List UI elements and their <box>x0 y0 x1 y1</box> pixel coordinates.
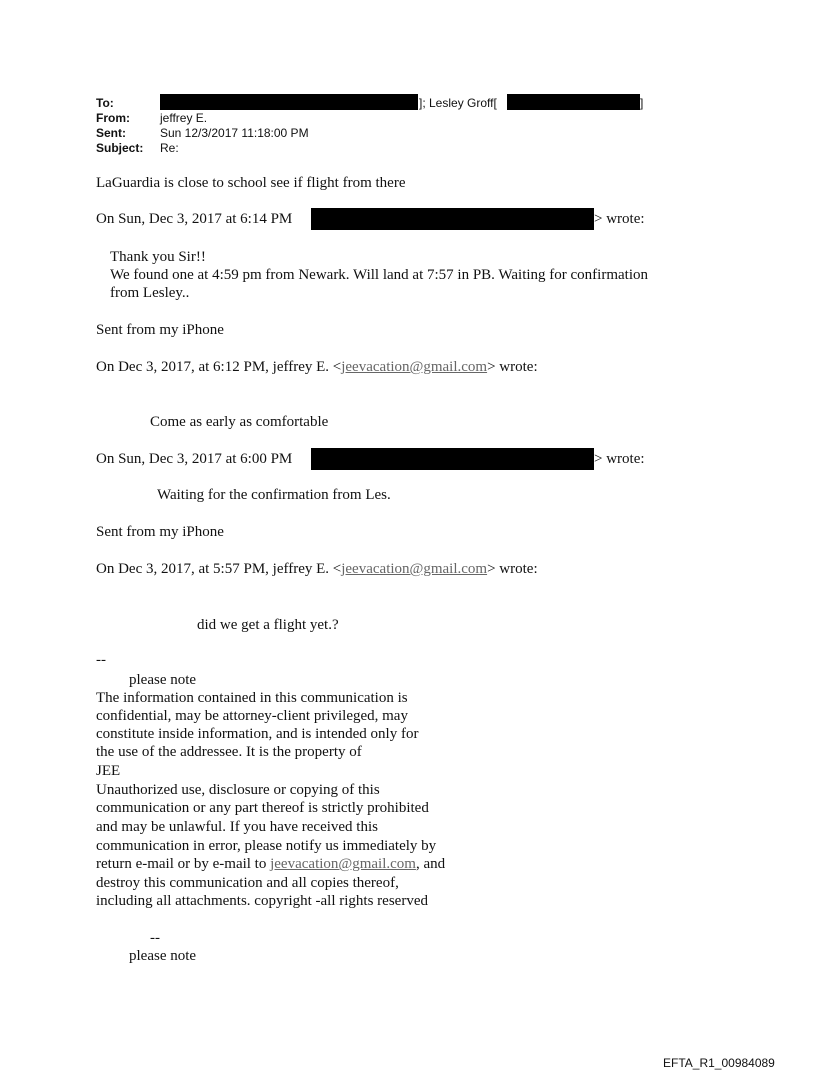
document-id: EFTA_R1_00984089 <box>663 1056 775 1070</box>
disclaimer-line-5: JEE <box>96 763 121 779</box>
redaction-to-recipient <box>160 94 418 110</box>
to-recipient-lesley: ]; Lesley Groff[ <box>419 96 497 110</box>
disclaimer-line-8: and may be unlawful. If you have received this <box>96 819 378 835</box>
subject-label: Subject: <box>96 141 144 155</box>
signature-please-note-2: please note <box>129 948 197 964</box>
message-body-4: Waiting for the confirmation from Les. <box>157 487 391 503</box>
message-body-3: Come as early as comfortable <box>150 414 329 430</box>
signature-dashes: -- <box>96 652 106 668</box>
to-closing-bracket: ] <box>640 96 644 110</box>
disclaimer-line-9: communication in error, please notify us immediately by <box>96 838 437 854</box>
disclaimer-line-10 <box>96 855 445 873</box>
message-body-5: did we get a flight yet.? <box>197 617 339 633</box>
from-label: From: <box>96 111 130 125</box>
sent-from-iphone-2: Sent from my iPhone <box>96 524 224 540</box>
from-value: jeffrey E. <box>160 111 208 125</box>
disclaimer-line-2: confidential, may be attorney-client privileged, may <box>96 708 408 724</box>
sent-from-iphone-1: Sent from my iPhone <box>96 322 224 338</box>
disclaimer-line-3: constitute inside information, and is intended only for <box>96 726 419 742</box>
quote-header-6-12-prefix: On Dec 3, 2017, at 6:12 PM, jeffrey E. < <box>96 359 342 375</box>
quote-header-5-57-suffix: > wrote: <box>487 561 538 577</box>
email-link-3[interactable]: jeevacation@gmail.com <box>270 856 416 872</box>
quote-header-6-00-suffix: > wrote: <box>594 451 645 467</box>
disclaimer-line-1: The information contained in this communication is <box>96 690 408 706</box>
email-link-1[interactable]: jeevacation@gmail.com <box>341 359 488 375</box>
signature-dashes-2: -- <box>150 930 160 946</box>
disclaimer-notify-prefix: return e-mail or by e-mail to <box>96 856 271 872</box>
quote-header-6-12 <box>96 358 538 376</box>
subject-value: Re: <box>160 141 179 155</box>
quote-header-6-00: On Sun, Dec 3, 2017 at 6:00 PM <box>96 451 293 467</box>
disclaimer-notify-suffix: , and <box>415 856 446 872</box>
sent-label: Sent: <box>96 126 126 140</box>
disclaimer-line-6: Unauthorized use, disclosure or copying of this <box>96 782 380 798</box>
quote-header-5-57 <box>96 560 538 578</box>
message-body-2-line-3: from Lesley.. <box>110 285 190 301</box>
disclaimer-line-11: destroy this communication and all copies thereof, <box>96 875 399 891</box>
redaction-lesley-email <box>507 94 640 110</box>
disclaimer-line-7: communication or any part thereof is strictly prohibited <box>96 800 429 816</box>
email-link-2[interactable]: jeevacation@gmail.com <box>341 561 488 577</box>
quote-header-6-14: On Sun, Dec 3, 2017 at 6:14 PM <box>96 211 293 227</box>
message-body-2-line-2: We found one at 4:59 pm from Newark. Will land at 7:57 in PB. Waiting for confirmation <box>110 267 648 283</box>
signature-please-note: please note <box>129 672 197 688</box>
quote-header-6-14-suffix: > wrote: <box>594 211 645 227</box>
redaction-sender-6-00 <box>311 448 594 470</box>
message-body-2-line-1: Thank you Sir!! <box>110 249 206 265</box>
quote-header-6-12-suffix: > wrote: <box>487 359 538 375</box>
quote-header-5-57-prefix: On Dec 3, 2017, at 5:57 PM, jeffrey E. < <box>96 561 342 577</box>
to-label: To: <box>96 96 114 110</box>
sent-value: Sun 12/3/2017 11:18:00 PM <box>160 126 309 140</box>
message-body-1: LaGuardia is close to school see if flight from there <box>96 175 406 191</box>
disclaimer-line-4: the use of the addressee. It is the property of <box>96 744 362 760</box>
redaction-sender-6-14 <box>311 208 594 230</box>
disclaimer-line-12: including all attachments. copyright -all rights reserved <box>96 893 428 909</box>
